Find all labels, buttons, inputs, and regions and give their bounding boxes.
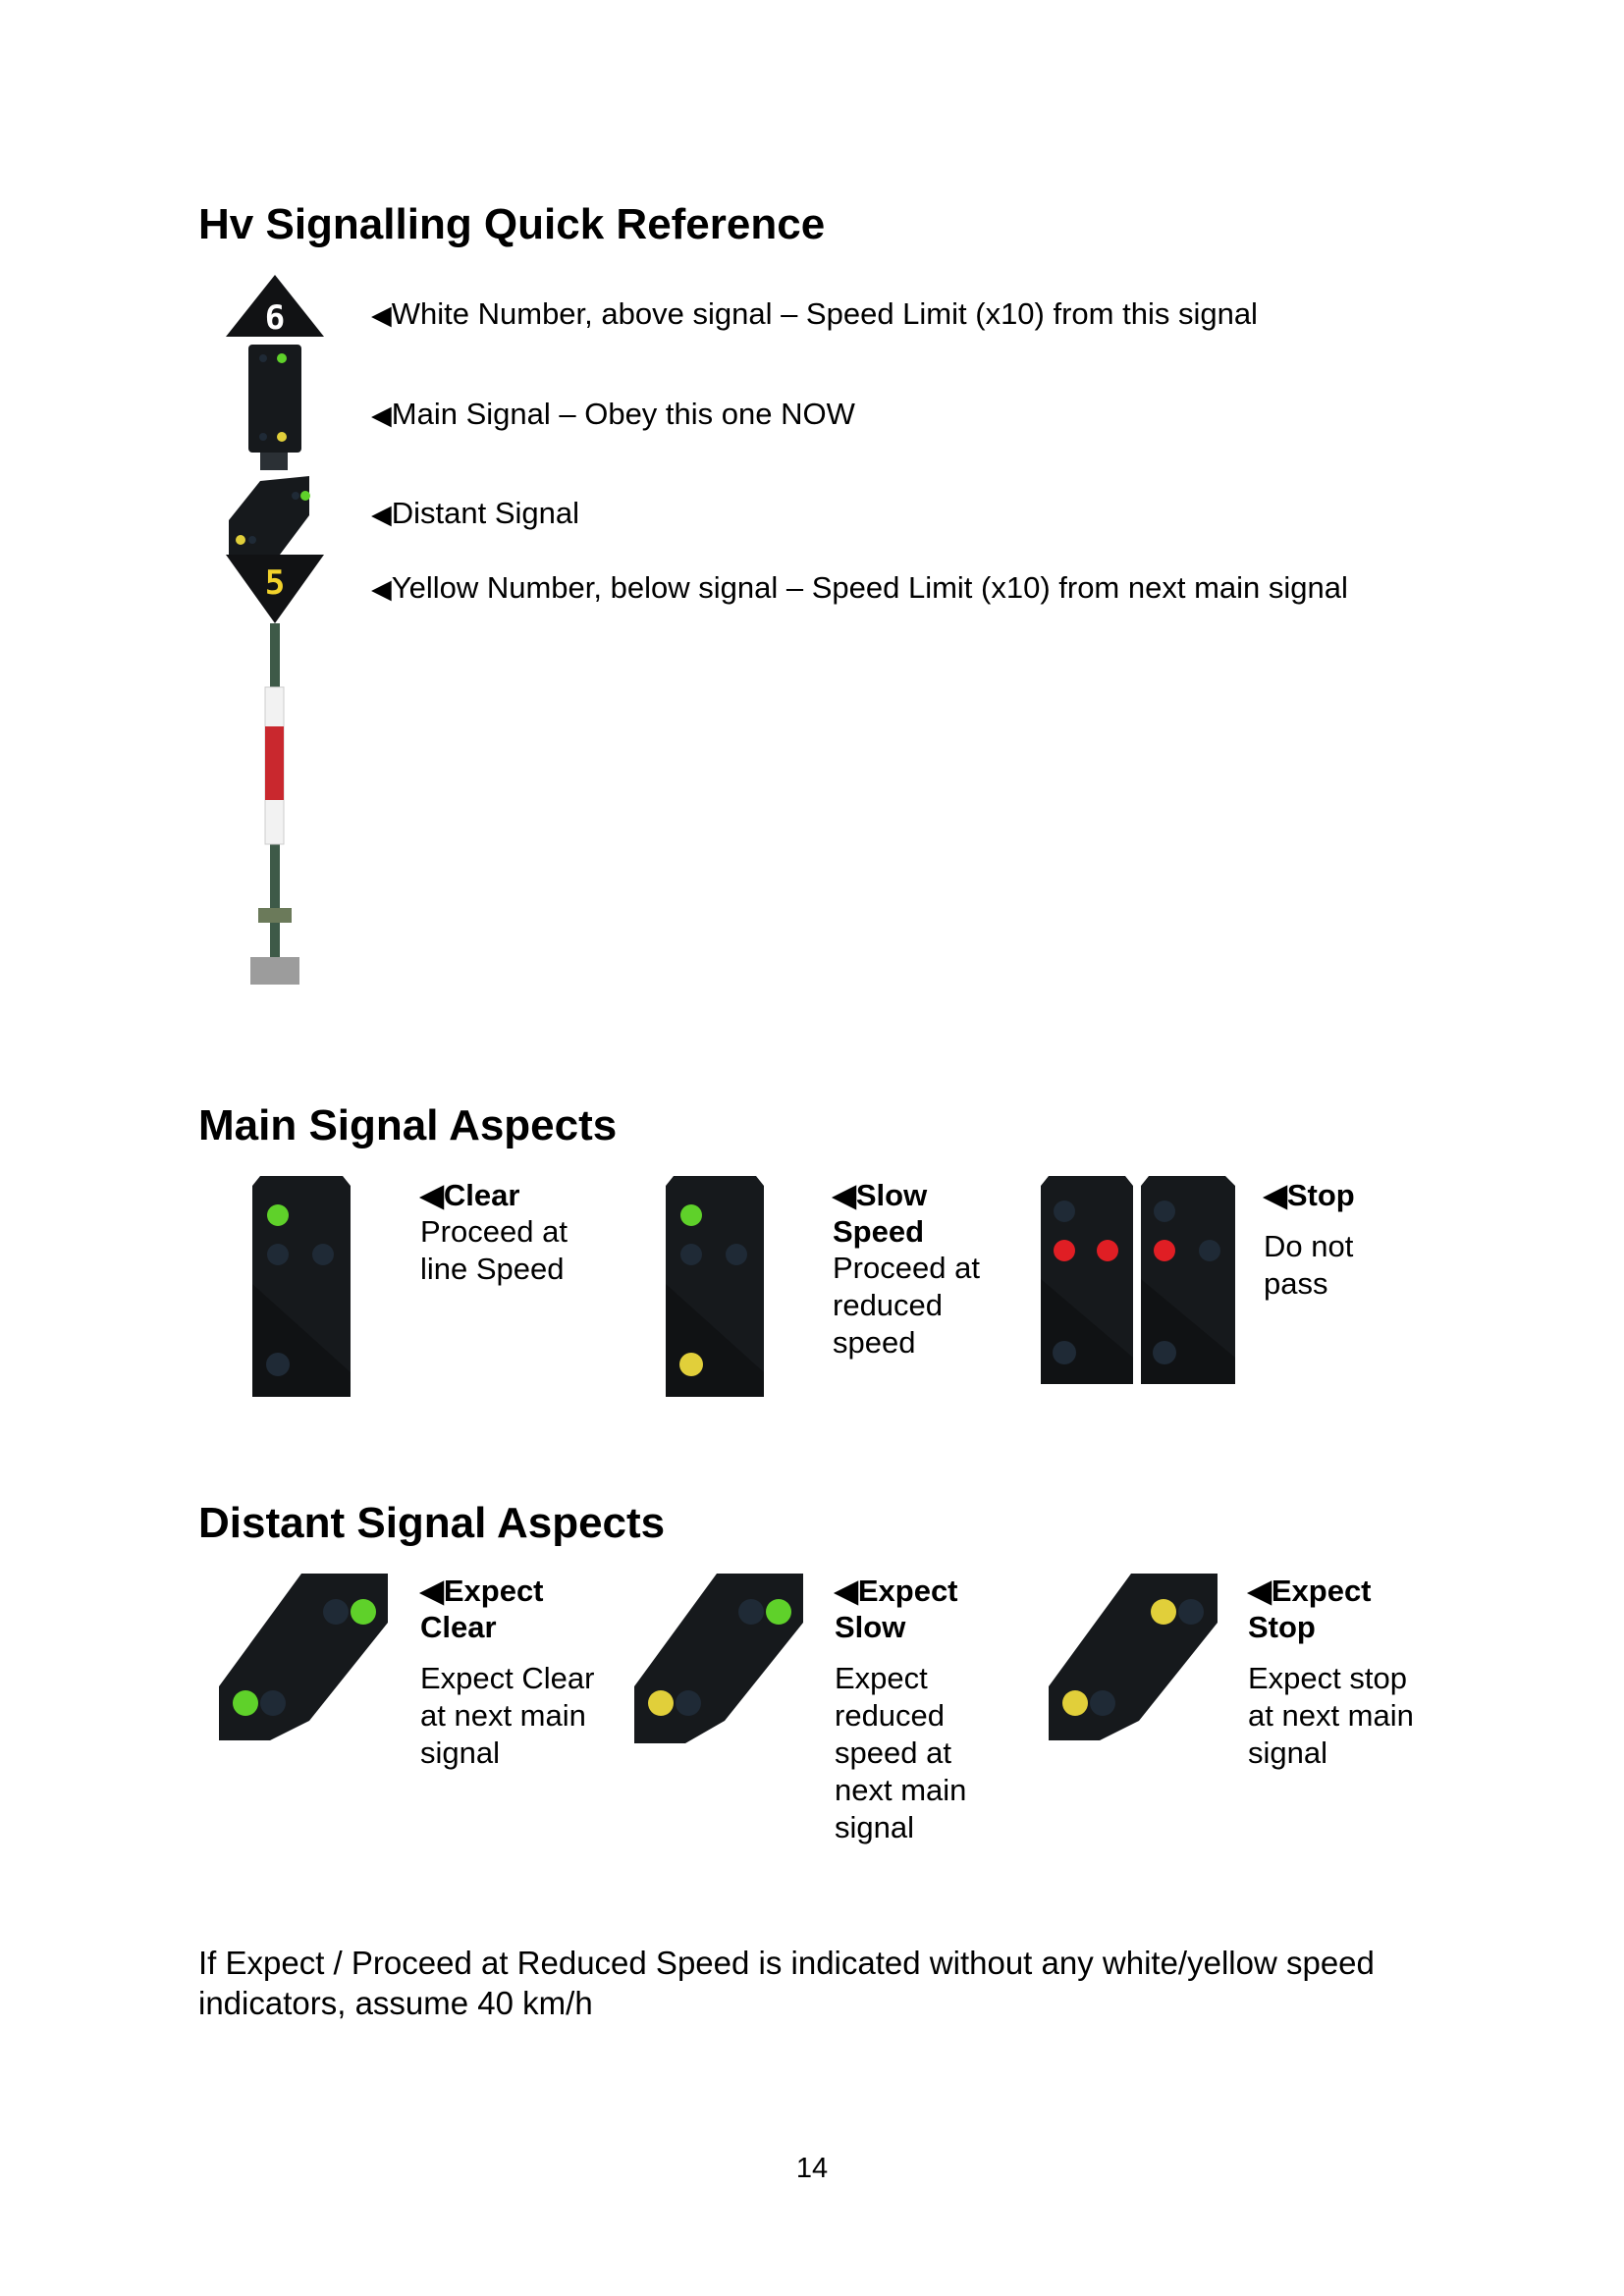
lamp-red-lit	[1097, 1240, 1118, 1261]
distant-aspects-heading: Distant Signal Aspects	[198, 1499, 666, 1547]
pointer-triangle-icon: ◀	[371, 400, 392, 430]
main-signal-slow-speed	[666, 1176, 764, 1397]
distant-signal-expect-clear	[211, 1569, 393, 1745]
lamp-red-lit	[1054, 1240, 1075, 1261]
aspect-clear-text: ◀Clear Proceed at line Speed	[420, 1178, 568, 1286]
pointer-triangle-icon: ◀	[371, 500, 392, 529]
lamp-green-lit	[766, 1599, 791, 1625]
lamp-yellow-lit	[679, 1353, 703, 1376]
pointer-triangle-icon: ◀	[371, 574, 392, 604]
lamp-green-lit	[680, 1204, 702, 1226]
main-signal-clear	[252, 1176, 351, 1397]
aspect-title: ◀Clear	[420, 1178, 520, 1212]
distant-signal-expect-slow	[626, 1569, 808, 1745]
main-signal-head	[248, 345, 301, 453]
aspect-stop-text: ◀Stop Do not pass	[1264, 1178, 1355, 1301]
lamp-yellow-lit	[1062, 1690, 1088, 1716]
distant-signal-expect-stop	[1041, 1569, 1222, 1745]
lamp-yellow-lit	[648, 1690, 674, 1716]
callout-white-number: ◀White Number, above signal – Speed Limit (x10) from this signal	[371, 296, 1258, 331]
mast-base	[250, 957, 299, 985]
lamp-green-lit	[233, 1690, 258, 1716]
main-signal-stop-left	[1041, 1176, 1133, 1384]
callout-main-signal: ◀Main Signal – Obey this one NOW	[371, 397, 855, 431]
page-title: Hv Signalling Quick Reference	[198, 200, 826, 248]
aspect-slow-speed-text: ◀Slow Speed Proceed at reduced speed	[833, 1178, 980, 1360]
lamp-red-lit	[1154, 1240, 1175, 1261]
main-aspects-heading: Main Signal Aspects	[198, 1101, 618, 1149]
mast-red-band	[265, 726, 284, 800]
main-signal-stop-right	[1141, 1176, 1235, 1384]
lamp-green-lit	[351, 1599, 376, 1625]
callout-distant-signal: ◀Distant Signal	[371, 496, 580, 530]
aspect-expect-slow-text: ◀Expect Slow Expect reduced speed at next main signal	[835, 1574, 967, 1844]
reduced-speed-note: If Expect / Proceed at Reduced Speed is indicated without any white/yellow speed indicators, assume 40 km/h	[198, 1945, 1375, 2021]
hv-signal-mast-illustration	[221, 270, 329, 1001]
aspect-expect-stop-text: ◀Expect Stop Expect stop at next main signal	[1248, 1574, 1414, 1770]
lamp-yellow-lit	[1151, 1599, 1176, 1625]
aspect-expect-clear-text: ◀Expect Clear Expect Clear at next main signal	[420, 1574, 595, 1770]
white-number-text: 6	[264, 298, 286, 338]
main-signal-stop-pair	[1041, 1176, 1235, 1384]
page-number: 14	[795, 2153, 829, 2184]
yellow-number-text: 5	[264, 563, 286, 603]
pointer-triangle-icon: ◀	[371, 300, 392, 330]
lamp-green-lit	[267, 1204, 289, 1226]
callout-yellow-number: ◀Yellow Number, below signal – Speed Limit (x10) from next main signal	[371, 570, 1348, 605]
